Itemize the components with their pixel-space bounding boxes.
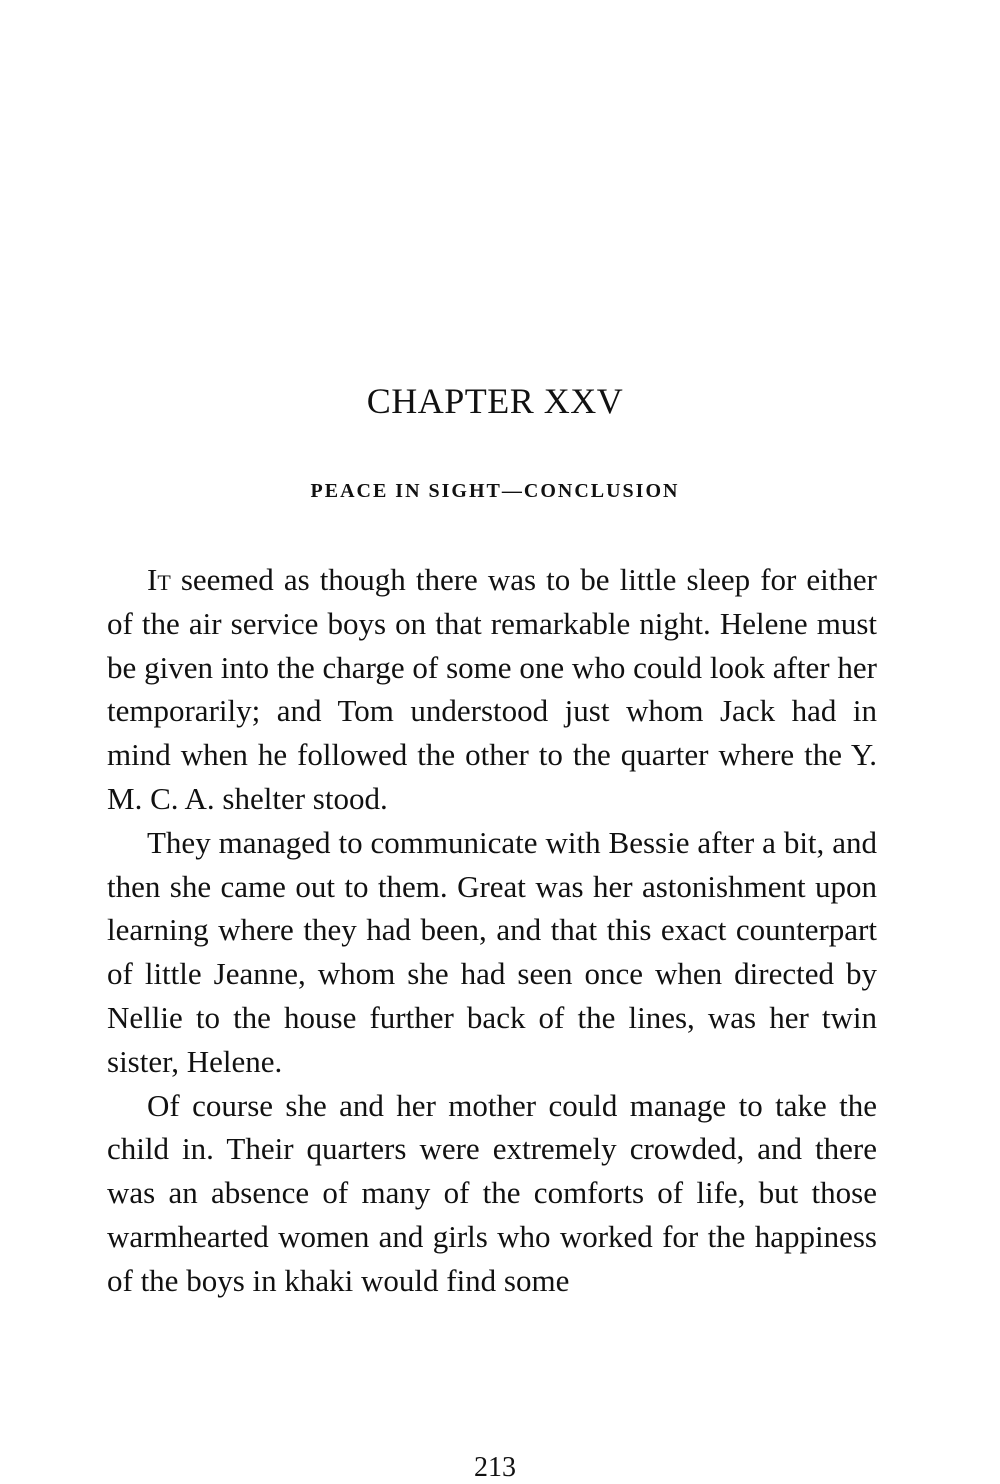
chapter-body xyxy=(107,558,877,1303)
paragraph-2: They managed to communicate with Bessie after a bit, and then she came out to them. Great was her astonishment upon learning where they had been, and that this exact counterpart of little Jeanne, whom she had seen once when directed by Nellie to the house further back of the lines, was her twin sister, Helene. xyxy=(107,824,877,1079)
chapter-subtitle: PEACE IN SIGHT—CONCLUSION xyxy=(310,480,680,502)
page-number: 213 xyxy=(474,1452,516,1483)
paragraph-3: Of course she and her mother could manage to take the child in. Their quarters were extremely crowded, and there was an absence of many of the comforts of life, but those warmhearted women and girls who worked for the happiness of the boys in khaki would find some xyxy=(107,1087,877,1298)
chapter-title: CHAPTER XXV xyxy=(366,381,624,421)
opening-word: It xyxy=(147,562,171,597)
paragraph-1-text: seemed as though there was to be little sleep for either of the air service boys on that remarkable night. Helene must be given into the charge of some one who could look after her temporarily; and Tom understood just whom Jack had in mind when he followed the other to the quarter where the Y. M. C. A. shelter stood. xyxy=(107,562,877,816)
paragraph-1 xyxy=(107,558,877,821)
